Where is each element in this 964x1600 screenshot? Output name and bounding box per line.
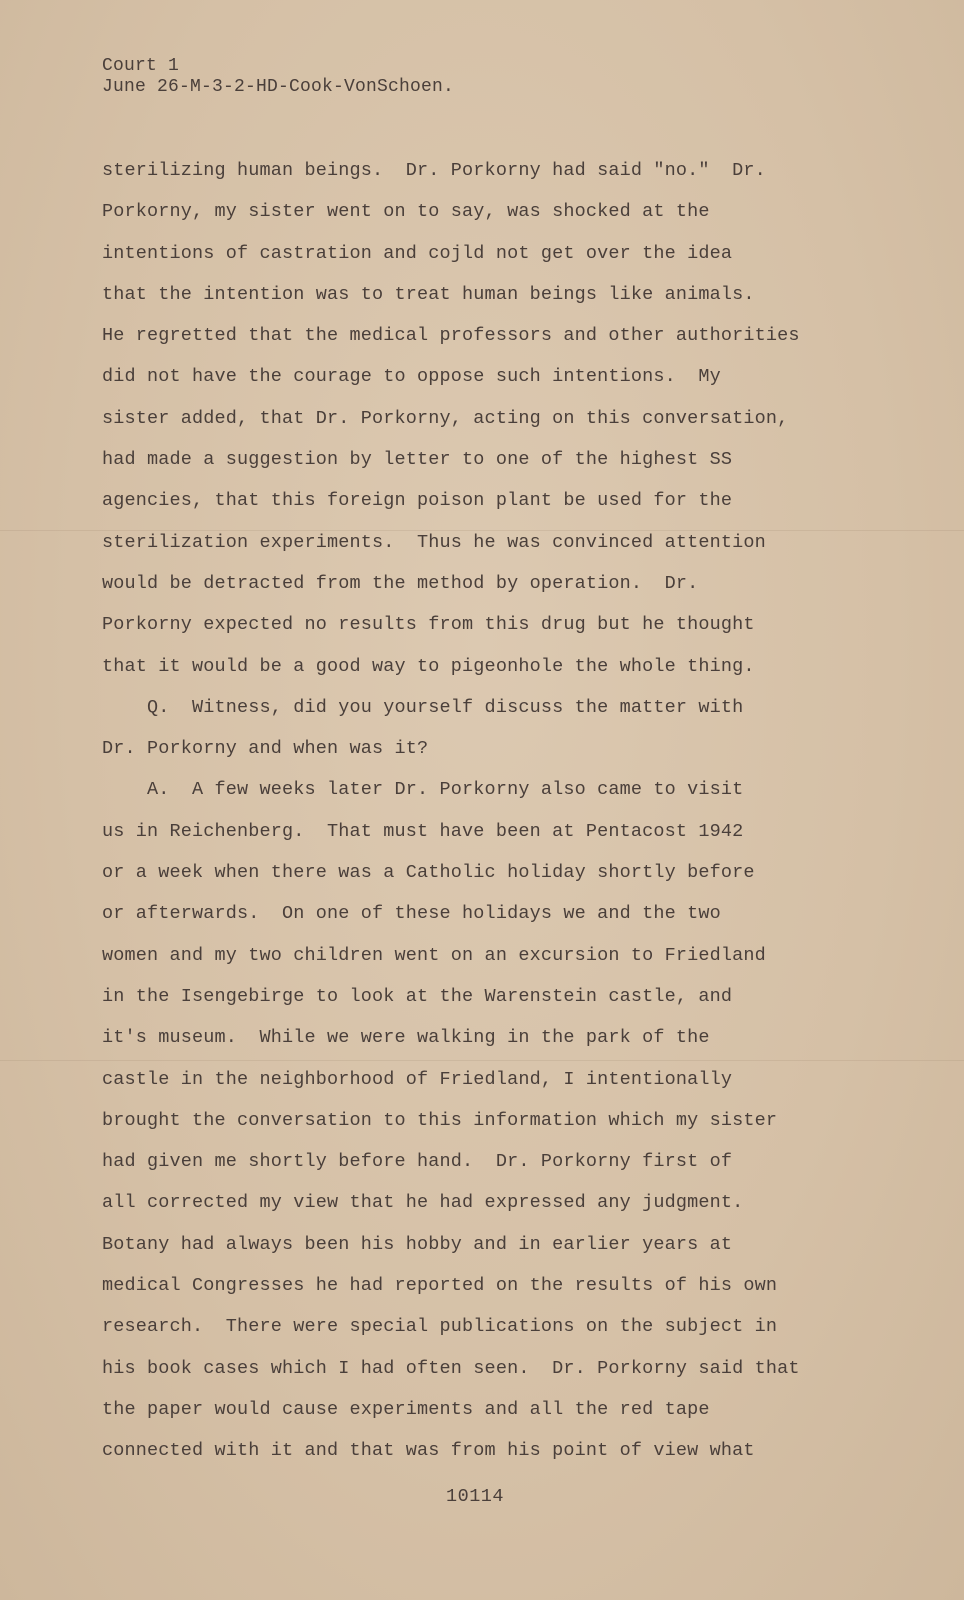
transcript-line: us in Reichenberg. That must have been at Pentacost 1942 (102, 820, 744, 842)
transcript-line: He regretted that the medical professors and other authorities (102, 325, 800, 347)
transcript-line: Porkorny expected no results from this drug but he thought (102, 614, 755, 636)
transcript-line: that the intention was to treat human beings like animals. (102, 283, 755, 305)
transcript-line: sterilizing human beings. Dr. Porkorny had said "no." Dr. (102, 160, 766, 181)
transcript-line: Q. Witness, did you yourself discuss the matter with (102, 696, 744, 718)
transcript-line: medical Congresses he had reported on the results of his own (102, 1275, 778, 1297)
transcript-line: sister added, that Dr. Porkorny, acting on this conversation, (102, 407, 789, 429)
transcript-line: the paper would cause experiments and all the red tape (102, 1398, 710, 1420)
transcript-line: Dr. Porkorny and when was it? (102, 738, 429, 760)
transcript-line: or afterwards. On one of these holidays we and the two (102, 903, 721, 925)
transcript-line: had given me shortly before hand. Dr. Porkorny first of (102, 1151, 733, 1173)
transcript-line: did not have the courage to oppose such intentions. My (102, 366, 721, 388)
transcript-line: Porkorny, my sister went on to say, was shocked at the (102, 201, 710, 223)
transcript-line: in the Isengebirge to look at the Warenstein castle, and (102, 985, 733, 1007)
transcript-line: intentions of castration and cojld not get over the idea (102, 242, 733, 264)
transcript-line: Botany had always been his hobby and in earlier years at (102, 1233, 733, 1255)
document-header (102, 56, 454, 98)
transcript-line: had made a suggestion by letter to one of the highest SS (102, 449, 733, 471)
transcript-line: castle in the neighborhood of Friedland, I intentionally (102, 1068, 733, 1090)
transcript-line: agencies, that this foreign poison plant be used for the (102, 490, 733, 512)
transcript-line: brought the conversation to this information which my sister (102, 1109, 778, 1131)
transcript-line: his book cases which I had often seen. Dr. Porkorny said that (102, 1357, 800, 1379)
transcript-line: connected with it and that was from his point of view what (102, 1440, 755, 1462)
transcript-line: would be detracted from the method by operation. Dr. (102, 572, 699, 594)
court-label: Court 1 (102, 56, 180, 76)
transcript-line: or a week when there was a Catholic holiday shortly before (102, 862, 755, 884)
transcript-line: it's museum. While we were walking in the park of the (102, 1027, 710, 1049)
transcript-line: research. There were special publications on the subject in (102, 1316, 778, 1338)
transcript-line: all corrected my view that he had expressed any judgment. (102, 1192, 744, 1214)
transcript-line: sterilization experiments. Thus he was convinced attention (102, 531, 766, 553)
transcript-line: that it would be a good way to pigeonhole the whole thing. (102, 655, 755, 677)
transcript-line: women and my two children went on an excursion to Friedland (102, 944, 766, 966)
page-number: 10114 (445, 1486, 504, 1507)
session-reference: June 26-M-3-2-HD-Cook-VonSchoen. (102, 77, 455, 97)
transcript-body (102, 156, 942, 1478)
transcript-line: A. A few weeks later Dr. Porkorny also came to visit (102, 779, 744, 801)
